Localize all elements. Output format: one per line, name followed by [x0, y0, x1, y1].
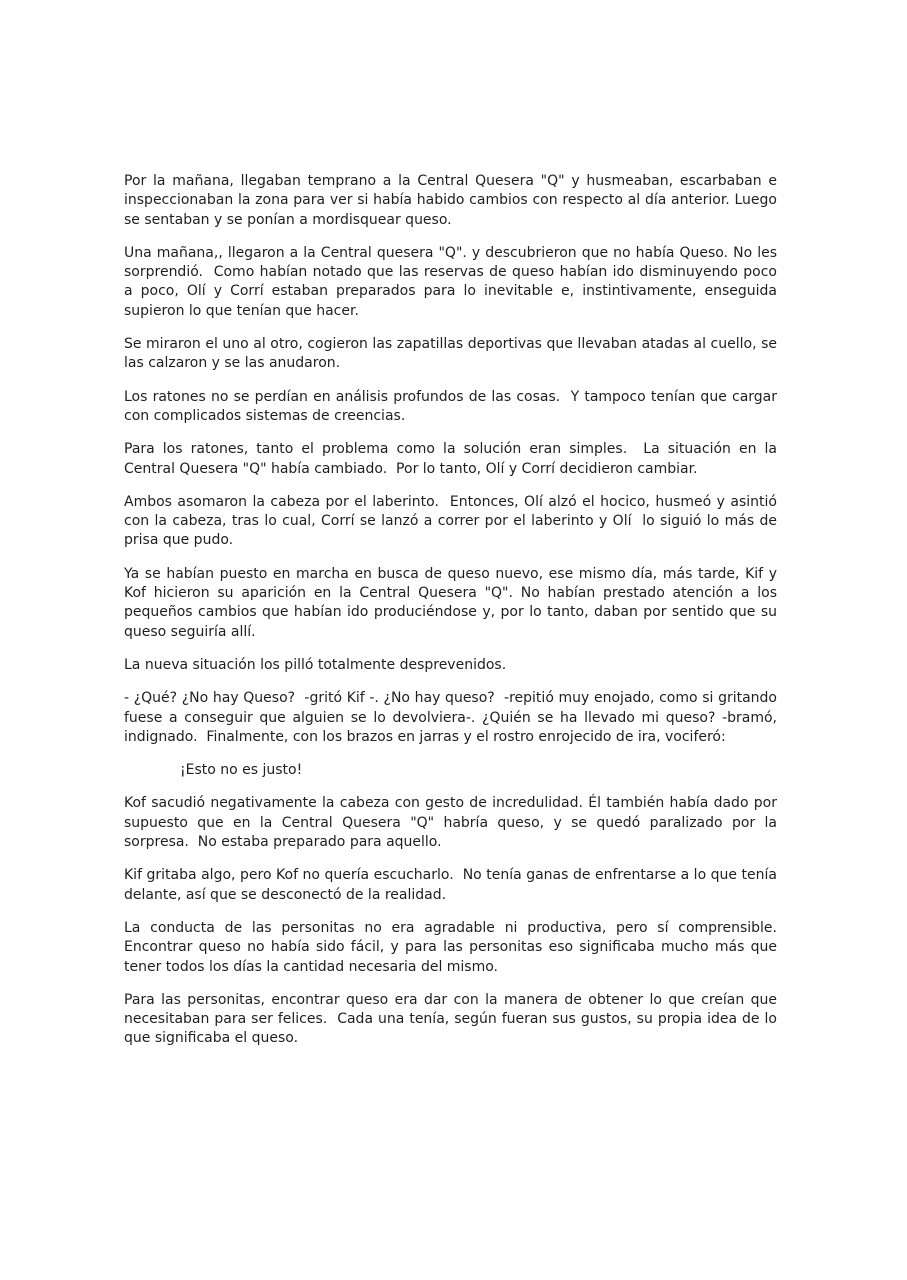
paragraph: Los ratones no se perdían en análisis profundos de las cosas. Y tampoco tenían que cargar con complicados sistemas de creencias. — [124, 388, 782, 424]
paragraph: La conducta de las personitas no era agradable ni productiva, pero sí comprensible. Encontrar queso no había sido fácil, y para las personitas eso significaba mucho más que tener todos los días la cantidad necesaria del mismo. — [124, 919, 782, 975]
paragraph: Una mañana,, llegaron a la Central quesera "Q". y descubrieron que no había Queso. No les sorprendió. Como habían notado que las reservas de queso habían ido disminuyendo poco a poco, Olí y Corrí estaban preparados para lo inevitable e, instintivamente, enseguida supieron lo que tenían que hacer. — [124, 244, 782, 319]
document-text-block — [124, 172, 782, 1063]
paragraph: La nueva situación los pilló totalmente desprevenidos. — [124, 656, 507, 673]
paragraph: Ya se habían puesto en marcha en busca de queso nuevo, ese mismo día, más tarde, Kif y Kof hicieron su aparición en la Central Quesera "Q". No habían prestado atención a los pequeños cambios que habían ido produciéndose y, por lo tanto, daban por sentido que su queso seguiría allí. — [124, 565, 782, 640]
paragraph: Kif gritaba algo, pero Kof no quería escucharlo. No tenía ganas de enfrentarse a lo que tenía delante, así que se desconectó de la realidad. — [124, 867, 782, 903]
paragraph: - ¿Qué? ¿No hay Queso? -gritó Kif -. ¿No hay queso? -repitió muy enojado, como si gritando fuese a conseguir que alguien se lo devolviera-. ¿Quién se ha llevado mi queso? -bramó, indignado. Finalmente, con los brazos en jarras y el rostro enrojecido de ira, vociferó: — [124, 690, 782, 745]
paragraph: Para los ratones, tanto el problema como la solución eran simples. La situación en la Central Quesera "Q" había cambiado. Por lo tanto, Olí y Corrí decidieron cambiar. — [124, 441, 782, 477]
paragraph: Por la mañana, llegaban temprano a la Central Quesera "Q" y husmeaban, escarbaban e inspeccionaban la zona para ver si había habido cambios con respecto al día anterior. Luego se sentaban y se ponían a mordisquear queso. — [124, 173, 782, 228]
paragraph: Para las personitas, encontrar queso era dar con la manera de obtener lo que creían que necesitaban para ser felices. Cada una tenía, según fueran sus gustos, su propia idea de lo que significaba el queso. — [124, 991, 782, 1047]
indented-exclamation-line: ¡Esto no es justo! — [180, 762, 303, 779]
paragraph: Kof sacudió negativamente la cabeza con gesto de incredulidad. Él también había dado por supuesto que en la Central Quesera "Q" habría queso, y se quedó paralizado por la sorpresa. No estaba preparado para aquello. — [124, 795, 782, 851]
paragraph: Se miraron el uno al otro, cogieron las zapatillas deportivas que llevaban atadas al cuello, se las calzaron y se las anudaron. — [124, 336, 782, 372]
paragraph: Ambos asomaron la cabeza por el laberinto. Entonces, Olí alzó el hocico, husmeó y asintió con la cabeza, tras lo cual, Corrí se lanzó a correr por el laberinto y Olí lo siguió lo más de prisa que pudo. — [124, 493, 782, 549]
